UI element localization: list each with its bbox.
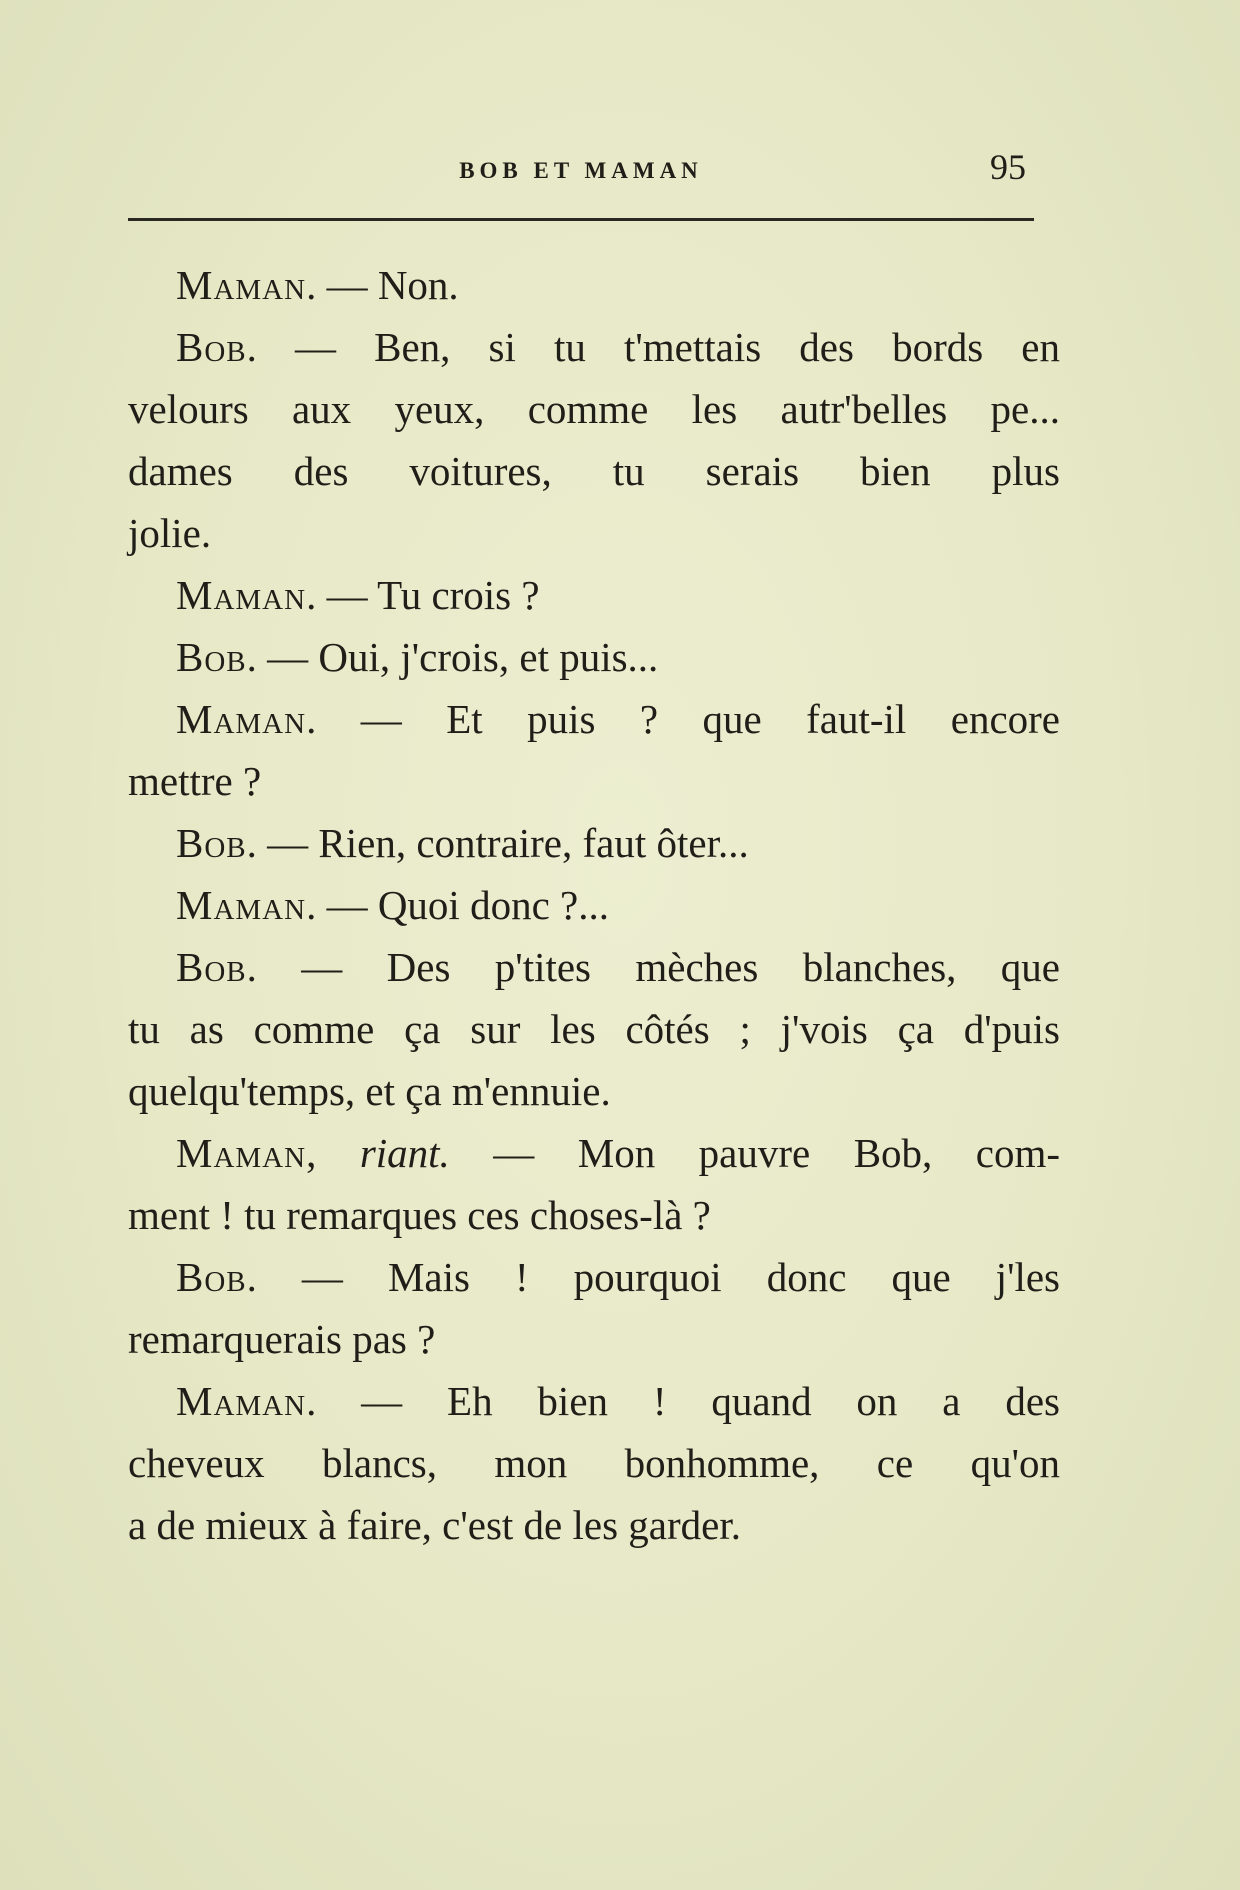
text-line [128, 254, 1060, 316]
header-rule [128, 218, 1034, 221]
speaker-name: Maman [176, 572, 307, 618]
speaker-name: Maman [176, 696, 307, 742]
line-text: cheveux blancs, mon bonhomme, ce qu'on [128, 1440, 1060, 1486]
text-line [128, 688, 1060, 750]
speaker-aside: , riant. [306, 1130, 450, 1176]
text-line [128, 502, 1060, 564]
text-line [128, 564, 1060, 626]
speaker-name: Bob [176, 944, 247, 990]
speaker-name: Bob [176, 1254, 247, 1300]
line-text: — Mon pauvre Bob, com- [449, 1130, 1061, 1176]
line-text: quelqu'temps, et ça m'ennuie. [128, 1068, 611, 1114]
text-line [128, 750, 1060, 812]
text-line [128, 378, 1060, 440]
running-title: BOB ET MAMAN [459, 158, 703, 183]
dialogue-text [128, 254, 1060, 1556]
text-line [128, 1494, 1060, 1556]
speaker-name: Maman [176, 262, 307, 308]
line-text: jolie. [128, 510, 212, 556]
line-text: velours aux yeux, comme les autr'belles pe... [128, 386, 1060, 432]
line-text: . — Ben, si tu t'mettais des bords en [246, 324, 1060, 370]
line-text: . — Rien, contraire, faut ôter... [246, 820, 749, 866]
line-text: . — Et puis ? que faut-il encore [306, 696, 1060, 742]
line-text: a de mieux à faire, c'est de les garder. [128, 1502, 741, 1548]
speaker-name: Maman [176, 882, 307, 928]
speaker-name: Maman [176, 1378, 307, 1424]
text-line [128, 998, 1060, 1060]
line-text: . — Non. [306, 262, 459, 308]
text-line [128, 1122, 1060, 1184]
line-text: . — Mais ! pourquoi donc que j'les [246, 1254, 1060, 1300]
text-line [128, 812, 1060, 874]
line-text: . — Quoi donc ?... [306, 882, 609, 928]
line-text: . — Des p'tites mèches blanches, que [246, 944, 1060, 990]
speaker-name: Maman [176, 1130, 307, 1176]
speaker-name: Bob [176, 820, 247, 866]
line-text: remarquerais pas ? [128, 1316, 436, 1362]
line-text: . — Oui, j'crois, et puis... [246, 634, 659, 680]
speaker-name: Bob [176, 634, 247, 680]
text-line [128, 874, 1060, 936]
page-number: 95 [990, 147, 1026, 187]
text-line [128, 936, 1060, 998]
line-text: mettre ? [128, 758, 262, 804]
speaker-name: Bob [176, 324, 247, 370]
text-line [128, 1184, 1060, 1246]
text-line [128, 440, 1060, 502]
text-line [128, 1246, 1060, 1308]
line-text: . — Tu crois ? [306, 572, 540, 618]
line-text: tu as comme ça sur les côtés ; j'vois ça d'puis [128, 1006, 1060, 1052]
text-line [128, 1432, 1060, 1494]
text-line [128, 626, 1060, 688]
text-line [128, 1308, 1060, 1370]
text-line [128, 1370, 1060, 1432]
stage-direction: riant. [359, 1130, 450, 1176]
line-text: . — Eh bien ! quand on a des [306, 1378, 1060, 1424]
line-text: dames des voitures, tu serais bien plus [128, 448, 1060, 494]
text-line [128, 1060, 1060, 1122]
line-text: ment ! tu remarques ces choses-là ? [128, 1192, 711, 1238]
text-line [128, 316, 1060, 378]
running-head [128, 146, 1034, 206]
